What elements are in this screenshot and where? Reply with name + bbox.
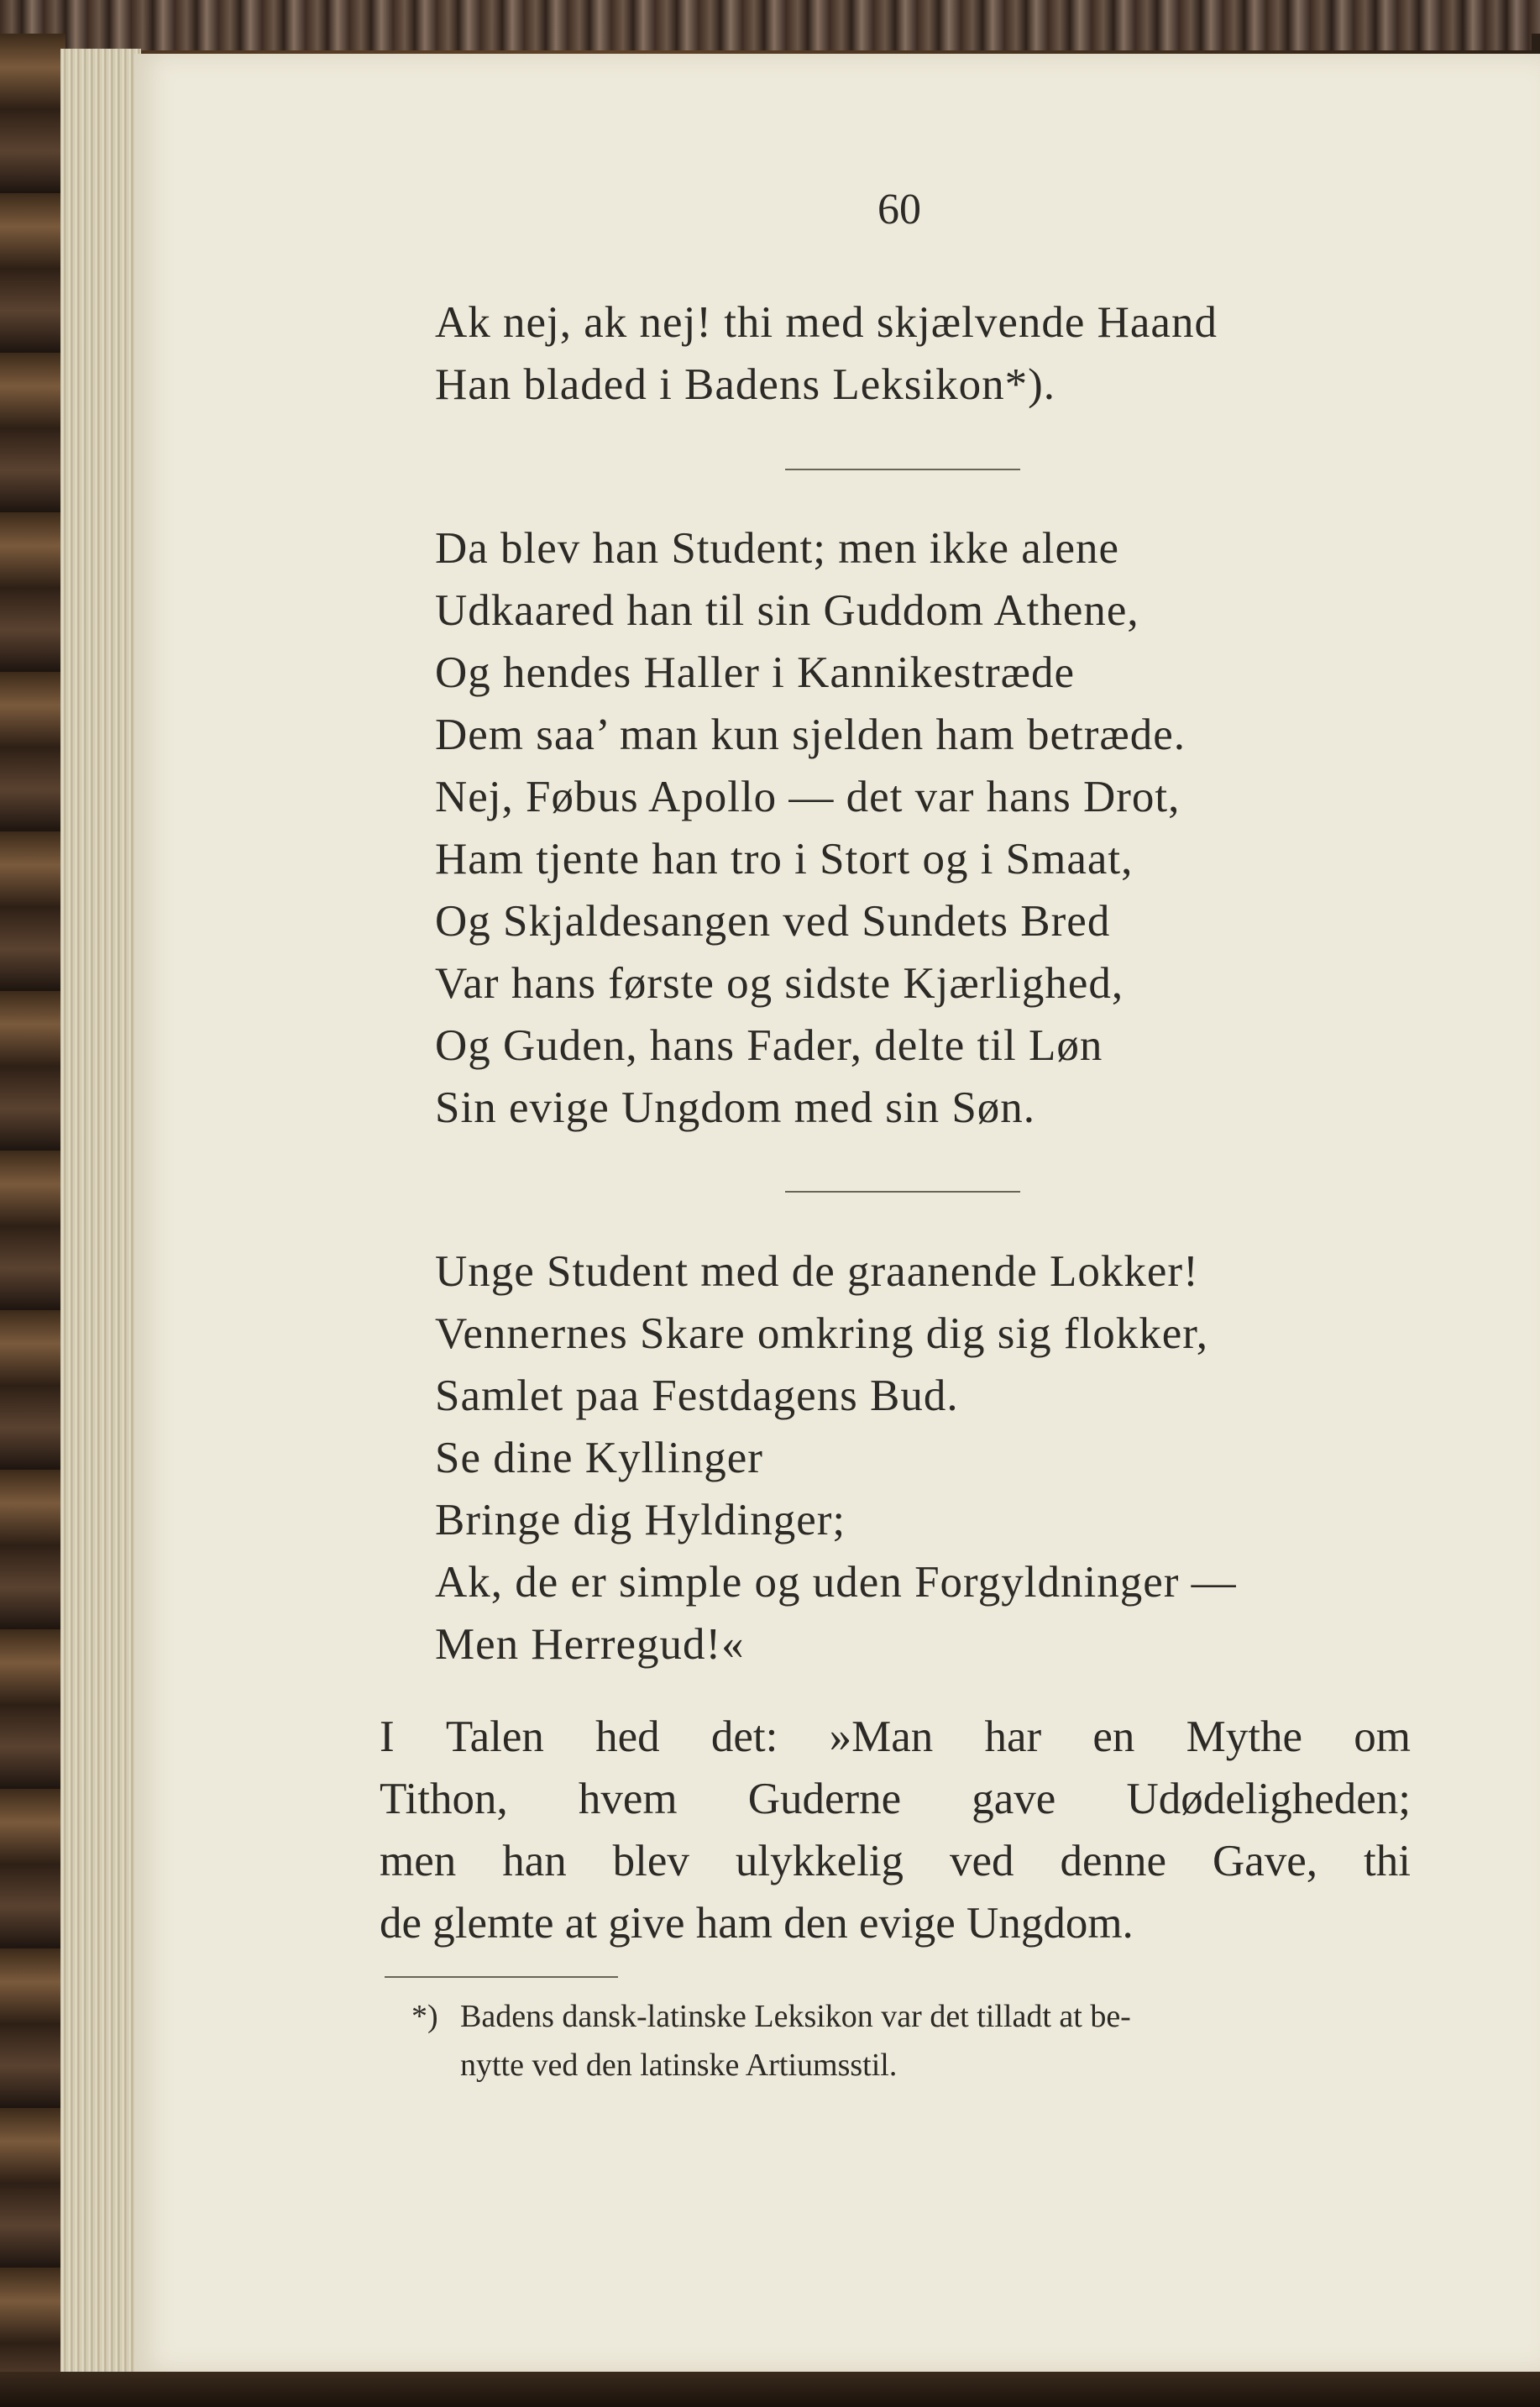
prose-word: blev <box>612 1837 689 1885</box>
footnote-line <box>411 1992 1411 2041</box>
verse-line: Vennernes Skare omkring dig sig flokker, <box>435 1309 1209 1358</box>
prose-word: hed <box>595 1712 660 1761</box>
prose-word: thi <box>1363 1837 1411 1885</box>
prose-line <box>380 1706 1411 1768</box>
book-cover-edge <box>0 34 65 2407</box>
stanza-b <box>435 517 1426 1139</box>
verse-line: Var hans første og sidste Kjærlighed, <box>435 959 1124 1008</box>
prose-word: Guderne <box>747 1775 902 1823</box>
prose-word: ulykkelig <box>735 1837 904 1885</box>
prose-word: hvem <box>578 1775 678 1823</box>
prose-paragraph <box>380 1706 1411 1954</box>
footnote-rule <box>385 1976 618 1978</box>
verse-line: Dem saa’ man kun sjelden ham betræde. <box>435 711 1186 759</box>
verse-line: Udkaared han til sin Guddom Athene, <box>435 586 1139 635</box>
verse-line: Samlet paa Festdagens Bud. <box>435 1371 959 1420</box>
prose-line <box>380 1768 1411 1830</box>
prose-word: gave <box>972 1775 1056 1823</box>
prose-word: I <box>380 1712 395 1761</box>
verse-line: Sin evige Ungdom med sin Søn. <box>435 1083 1036 1132</box>
verse-line: Og hendes Haller i Kannikestræde <box>435 648 1076 697</box>
verse-line: Ak nej, ak nej! thi med skjælvende Haand <box>435 298 1218 347</box>
page-stack-edges <box>60 49 141 2392</box>
stanza-a <box>435 291 1426 416</box>
prose-word: Mythe <box>1186 1712 1303 1761</box>
prose-word: har <box>984 1712 1042 1761</box>
footnote <box>411 1992 1411 2090</box>
verse-line: Se dine Kyllinger <box>435 1434 763 1482</box>
prose-word: det: <box>710 1712 778 1761</box>
prose-line <box>380 1830 1411 1892</box>
footnote-marker: *) <box>411 1999 438 2034</box>
verse-line: Unge Student med de graanende Lokker! <box>435 1247 1199 1296</box>
verse-line: Og Guden, hans Fader, delte til Løn <box>435 1021 1103 1070</box>
prose-word: denne <box>1060 1837 1167 1885</box>
section-divider <box>785 469 1020 470</box>
prose-word: Talen <box>445 1712 544 1761</box>
prose-word: Udødeligheden; <box>1126 1775 1411 1823</box>
prose-word: Gave, <box>1212 1837 1318 1885</box>
prose-word: »Man <box>829 1712 934 1761</box>
stanza-c <box>435 1240 1426 1675</box>
verse-line: Da blev han Student; men ikke alene <box>435 524 1120 573</box>
page-number: 60 <box>877 186 921 233</box>
footnote-line <box>411 2041 1411 2090</box>
bottom-edge <box>0 2372 1540 2407</box>
verse-line: Nej, Føbus Apollo — det var hans Drot, <box>435 773 1181 821</box>
footnote-text: Badens dansk-latinske Leksikon var det tilladt at be- <box>460 1999 1131 2034</box>
prose-word: men <box>380 1837 457 1885</box>
verse-line: Men Herregud!« <box>435 1620 745 1669</box>
prose-line: de glemte at give ham den evige Ungdom. <box>380 1899 1134 1948</box>
verse-line: Han bladed i Badens Leksikon*). <box>435 360 1055 409</box>
section-divider <box>785 1191 1020 1193</box>
prose-word: Tithon, <box>380 1775 508 1823</box>
verse-line: Ak, de er simple og uden Forgyldninger — <box>435 1558 1237 1607</box>
footnote-text: nytte ved den latinske Artiumsstil. <box>460 2048 898 2083</box>
prose-word: ved <box>949 1837 1014 1885</box>
prose-word: en <box>1092 1712 1135 1761</box>
marbled-top-edge <box>0 0 1540 50</box>
prose-word: han <box>502 1837 567 1885</box>
verse-line: Ham tjente han tro i Stort og i Smaat, <box>435 835 1134 884</box>
prose-word: om <box>1354 1712 1411 1761</box>
verse-line: Bringe dig Hyldinger; <box>435 1496 846 1544</box>
verse-line: Og Skjaldesangen ved Sundets Bred <box>435 897 1111 946</box>
